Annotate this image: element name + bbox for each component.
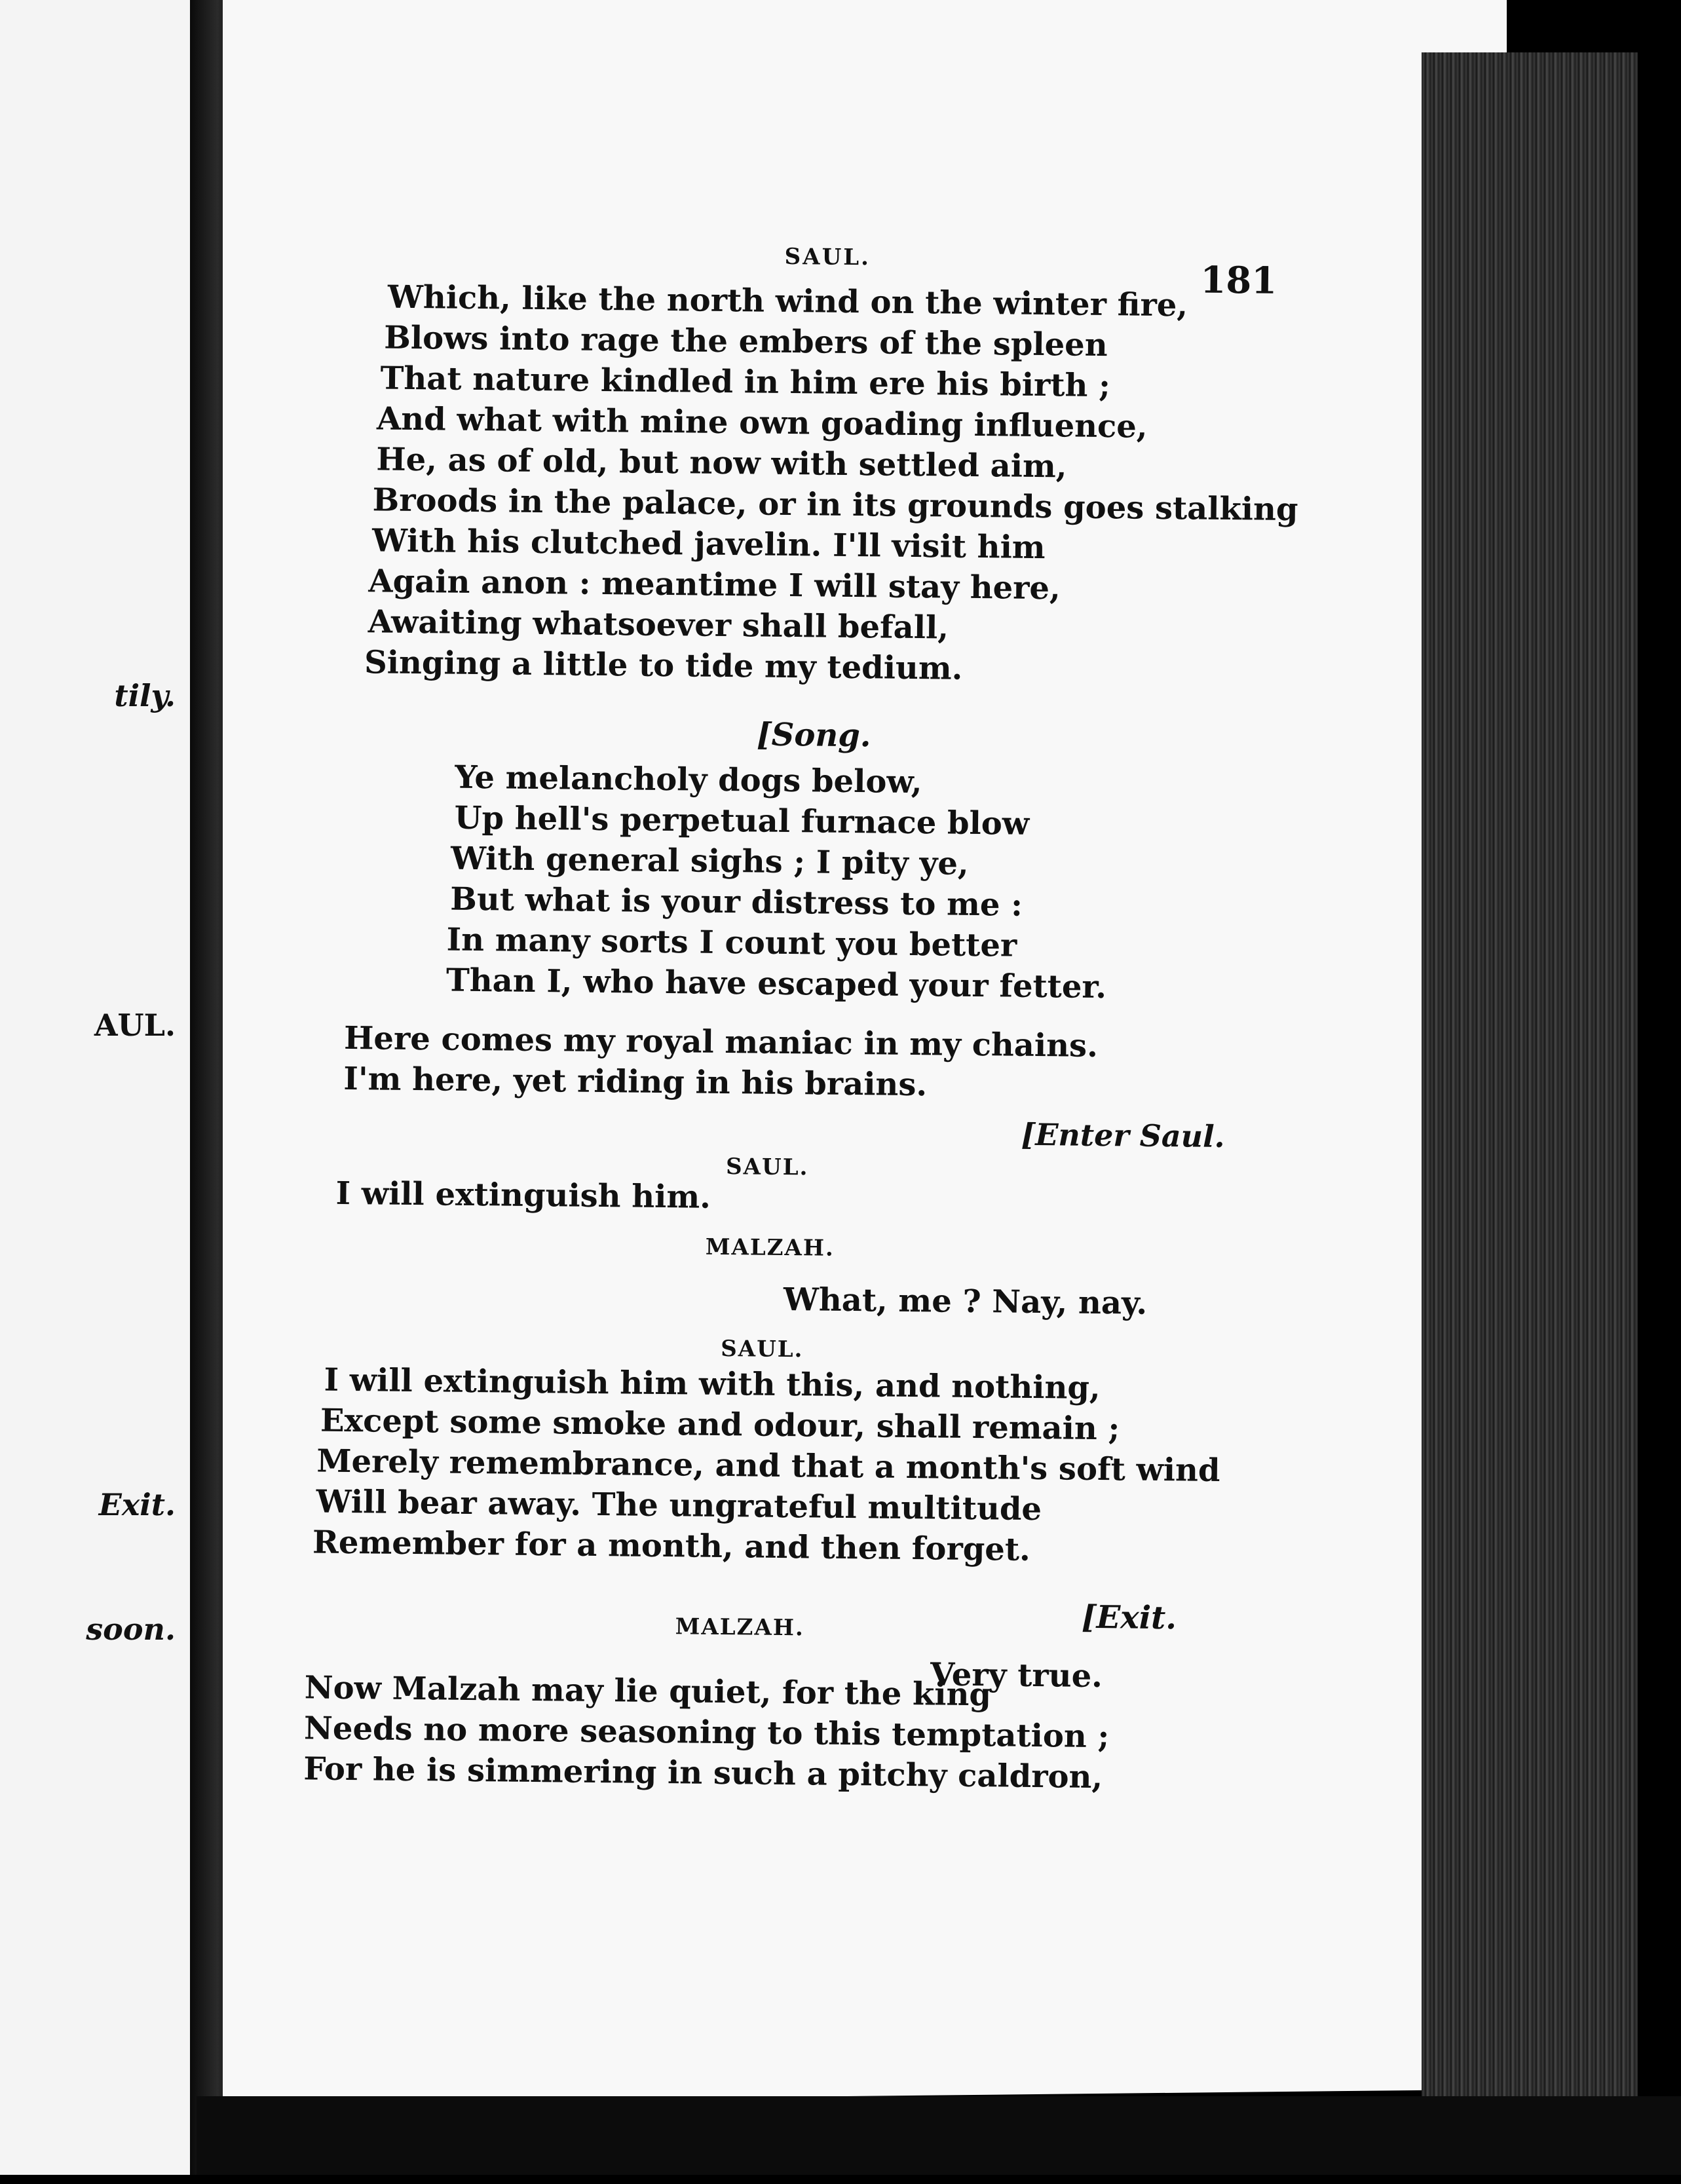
- verse-line: Blows into rage the embers of the spleen: [384, 319, 1108, 364]
- verse-line: Here comes my royal maniac in my chains.: [343, 1019, 1099, 1064]
- speaker-malzah: MALZAH.: [705, 1233, 835, 1262]
- speaker-saul: SAUL.: [725, 1154, 809, 1181]
- stage-direction-song: [Song.: [756, 716, 871, 755]
- song-line: But what is your distress to me :: [450, 880, 1023, 924]
- speech-line: Now Malzah may lie quiet, for the king: [304, 1669, 992, 1714]
- song-line: In many sorts I count you better: [446, 921, 1017, 964]
- verse-line: Awaiting whatsoever shall befall,: [368, 603, 949, 647]
- verse-line: Which, like the north wind on the winter fire,: [387, 278, 1188, 324]
- speech-line: Needs no more seasoning to this temptation ;: [303, 1710, 1110, 1756]
- left-page-fragment: AUL.: [94, 1007, 176, 1043]
- left-page-fragment: Exit.: [98, 1487, 176, 1522]
- speech-line: I will extinguish him.: [335, 1175, 711, 1216]
- speech-line: Very true.: [930, 1656, 1103, 1695]
- speaker-saul: SAUL.: [720, 1335, 804, 1363]
- verse-line: With his clutched javelin. I'll visit him: [371, 522, 1046, 567]
- speech-line: What, me ? Nay, nay.: [783, 1281, 1148, 1322]
- song-line: Up hell's perpetual furnace blow: [454, 799, 1030, 842]
- song-line: Ye melancholy dogs below,: [455, 759, 922, 801]
- page-number: 181: [1199, 258, 1277, 303]
- stage-direction-enter: [Enter Saul.: [1021, 1116, 1225, 1155]
- speech-line: Except some smoke and odour, shall remain ;: [320, 1402, 1120, 1448]
- stage-direction-exit: [Exit.: [1081, 1598, 1177, 1637]
- verse-line: Broods in the palace, or in its grounds goes stalking: [372, 481, 1298, 529]
- speech-line: Merely remembrance, and that a month's soft wind: [316, 1442, 1220, 1489]
- left-page-fragment: soon.: [86, 1611, 176, 1647]
- verse-line: Singing a little to tide my tedium.: [364, 644, 963, 687]
- verse-line: He, as of old, but now with settled aim,: [376, 441, 1067, 485]
- speech-line: I will extinguish him with this, and nothing,: [324, 1361, 1101, 1407]
- verse-line: And what with mine own goading influence,: [376, 400, 1148, 445]
- left-page-fragment: tily.: [114, 678, 176, 713]
- speech-line: Will bear away. The ungrateful multitude: [316, 1483, 1042, 1528]
- verse-line: Again anon : meantime I will stay here,: [368, 563, 1061, 607]
- song-line: With general sighs ; I pity ye,: [450, 840, 969, 882]
- verse-line: That nature kindled in him ere his birth ;: [380, 360, 1111, 405]
- speech-line: Remember for a month, and then forget.: [312, 1524, 1031, 1568]
- song-line: Than I, who have escaped your fetter.: [445, 962, 1107, 1006]
- speaker-malzah: MALZAH.: [675, 1613, 805, 1642]
- running-head: SAUL.: [784, 243, 871, 271]
- verse-line: I'm here, yet riding in his brains.: [343, 1060, 928, 1104]
- speech-line: For he is simmering in such a pitchy caldron,: [303, 1750, 1103, 1796]
